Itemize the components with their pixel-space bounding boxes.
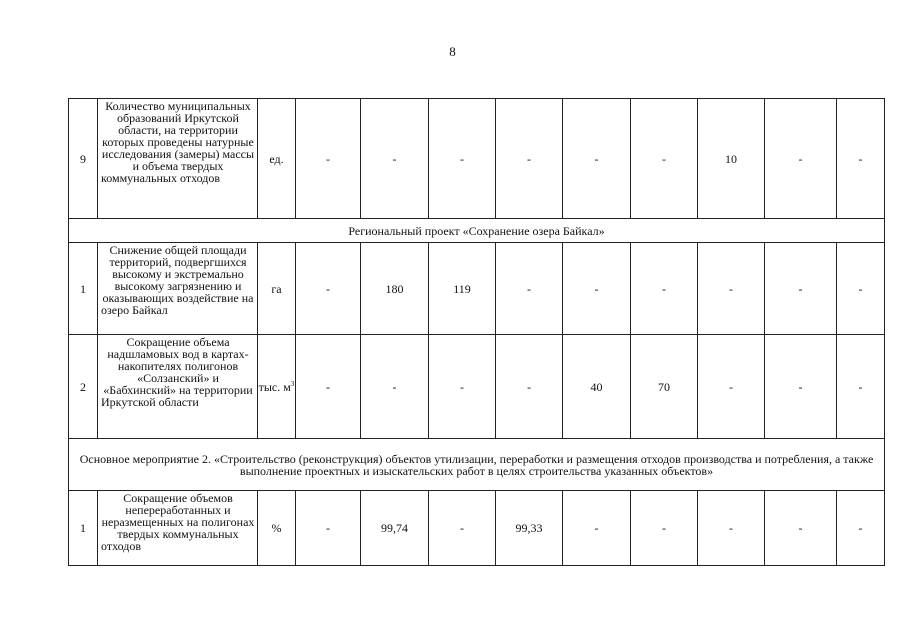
value-cell: - (361, 335, 429, 439)
unit-label (269, 153, 283, 165)
section-title: Основное мероприятие 2. «Строительство (реконструкция) объектов утилизации, переработки и размещения отходов производства и потребления, а также выполнение проектных и изыскательских работ в целях строительства указанных объектов» (69, 439, 885, 491)
value-cell: - (698, 243, 765, 335)
table-row (69, 491, 885, 566)
value-cell: 119 (429, 243, 496, 335)
value-cell: 99,74 (361, 491, 429, 566)
value-cell: - (361, 99, 429, 219)
unit-superscript: 3 (290, 379, 295, 388)
value-cell: 70 (631, 335, 698, 439)
table-row (69, 99, 885, 219)
value-cell: - (765, 99, 837, 219)
unit-label (259, 381, 295, 393)
section-title: Региональный проект «Сохранение озера Байкал» (69, 219, 885, 243)
section-row (69, 219, 885, 243)
row-number: 1 (69, 243, 98, 335)
value-cell: - (296, 491, 361, 566)
value-cell: - (296, 99, 361, 219)
value-cell: - (698, 335, 765, 439)
value-cell: - (429, 491, 496, 566)
indicator-name: Сокращение объемов непереработанных и неразмещенных на полигонах твердых коммунальных отходов (98, 491, 258, 566)
unit-cell (258, 99, 296, 219)
value-cell: 10 (698, 99, 765, 219)
unit-label (271, 283, 281, 295)
value-cell: - (698, 491, 765, 566)
value-cell: - (837, 243, 885, 335)
unit-cell (258, 243, 296, 335)
table-row (69, 335, 885, 439)
value-cell: - (296, 243, 361, 335)
value-cell: - (631, 99, 698, 219)
value-cell: - (496, 335, 563, 439)
indicator-name: Количество муниципальных образований Иркутской области, на территории которых проведены натурные исследования (замеры) массы и объема твердых коммунальных отходов (98, 99, 258, 219)
value-cell: - (563, 491, 631, 566)
row-number: 1 (69, 491, 98, 566)
value-cell: 40 (563, 335, 631, 439)
unit-cell (258, 335, 296, 439)
value-cell: - (837, 335, 885, 439)
value-cell: - (296, 335, 361, 439)
unit-text: ед. (269, 151, 284, 166)
value-cell: - (765, 491, 837, 566)
value-cell: 99,33 (496, 491, 563, 566)
value-cell: - (765, 243, 837, 335)
unit-text: % (271, 521, 282, 535)
value-cell: - (837, 99, 885, 219)
value-cell: - (496, 99, 563, 219)
indicators-table (68, 98, 885, 566)
value-cell: - (429, 99, 496, 219)
row-number: 2 (69, 335, 98, 439)
value-cell: - (429, 335, 496, 439)
indicator-name: Сокращение объема надшламовых вод в картах-накопителях полигонов «Солзанский» и «Бабхинский» на территории Иркутской области (98, 335, 258, 439)
value-cell: - (837, 491, 885, 566)
value-cell: - (496, 243, 563, 335)
table-row (69, 243, 885, 335)
unit-text: тыс. м (258, 379, 291, 394)
section-row (69, 439, 885, 491)
value-cell: - (631, 243, 698, 335)
indicator-name: Снижение общей площади территорий, подвергшихся высокому и экстремально высокому загрязнению и оказывающих воздействие на озеро Байкал (98, 243, 258, 335)
value-cell: 180 (361, 243, 429, 335)
unit-text: га (271, 281, 282, 296)
unit-label (272, 522, 282, 534)
value-cell: - (563, 243, 631, 335)
unit-cell (258, 491, 296, 566)
page-number: 8 (449, 44, 456, 59)
value-cell: - (631, 491, 698, 566)
value-cell: - (563, 99, 631, 219)
row-number: 9 (69, 99, 98, 219)
value-cell: - (765, 335, 837, 439)
